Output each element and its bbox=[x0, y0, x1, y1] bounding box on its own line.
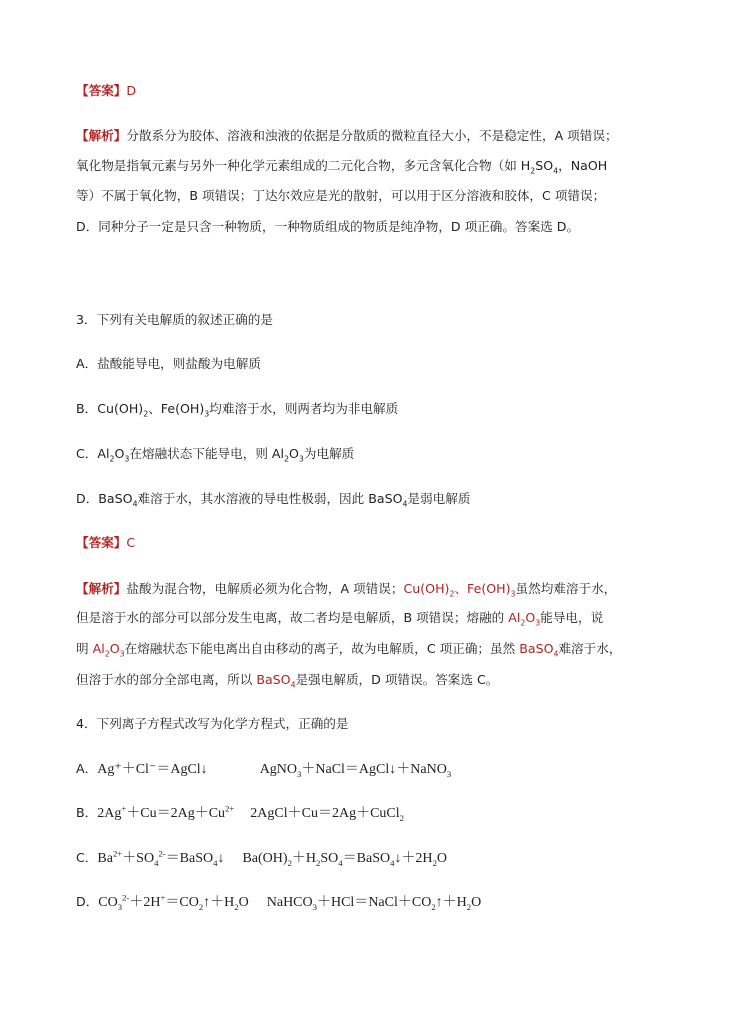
chemical-equation: AgNO$_3$＋NaCl＝AgCl↓＋NaNO$_3$ bbox=[259, 762, 452, 779]
analysis-1-line-1: 【解析】分散系分为胶体、溶液和浊液的依据是分散质的微粒直径大小，不是稳定性，A 项错误； bbox=[76, 128, 618, 143]
answer-tag: 【答案】 bbox=[76, 83, 127, 98]
analysis-3-line-4: 但溶于水的部分全部电离，所以 BaSO$_4$是强电解质，D 项错误。答案选 C。 bbox=[76, 672, 499, 690]
ionic-equation: Ag⁺＋Cl⁻＝AgCl↓ bbox=[97, 762, 208, 777]
ionic-equation: $Ba^{2+}+SO_4^{2-}=BaSO_4↓$ bbox=[97, 848, 225, 868]
chemical-equation: $NaHCO_3+HCl=NaCl+CO_2↑+H_2O$ bbox=[266, 895, 482, 912]
question-3-option-b: B．$Cu(OH)_2$、$Fe(OH)_3$均难溶于水，则两者均为非电解质 bbox=[76, 401, 399, 419]
chemical-equation: 2AgCl＋Cu＝2Ag＋CuCl$_2$ bbox=[250, 806, 404, 823]
question-3-option-a: A．盐酸能导电，则盐酸为电解质 bbox=[76, 356, 261, 371]
question-4-option-c: C．$Ba^{2+}+SO_4^{2-}=BaSO_4↓$ $Ba(OH)_2+H_2SO_4=BaSO_4↓+2H_2O$ bbox=[76, 848, 448, 868]
analysis-3-line-3: 明 $Al_2O_3$在熔融状态下能电离出自由移动的离子，故为电解质，C 项正确；虽然 BaSO$_4$难溶于水， bbox=[76, 641, 622, 659]
answer-line-3 bbox=[76, 534, 135, 552]
ionic-equation: $CO_3^{2-}+2H^+=CO_2↑+H_2O$ bbox=[98, 892, 249, 912]
analysis-3-line-2: 但是溶于水的部分可以部分发生电离，故二者均是电解质，B 项错误；熔融的 $Al_2O_3$能导电，说 bbox=[76, 610, 604, 628]
question-3-stem: 3．下列有关电解质的叙述正确的是 bbox=[76, 312, 273, 327]
analysis-1-line-2: 氧化物是指氧元素与另外一种化学元素组成的二元化合物，多元含氧化合物（如 $H_2SO_4$，NaOH bbox=[76, 158, 608, 176]
question-4-option-a: A．Ag⁺＋Cl⁻＝AgCl↓ AgNO$_3$＋NaCl＝AgCl↓＋NaNO$_3$ bbox=[76, 761, 452, 779]
question-4-option-b: B．$2Ag^++Cu=2Ag+Cu^{2+}$ 2AgCl＋Cu＝2Ag＋CuCl$_2$ bbox=[76, 803, 404, 823]
question-3-option-c: C．$Al_2O_3$在熔融状态下能导电，则 $Al_2O_3$为电解质 bbox=[76, 446, 355, 464]
chemical-equation: $Ba(OH)_2+H_2SO_4=BaSO_4↓+2H_2O$ bbox=[242, 851, 448, 868]
answer-value: D bbox=[126, 83, 137, 98]
question-3-option-d: D．BaSO$_4$难溶于水，其水溶液的导电性极弱，因此 BaSO$_4$是弱电解质 bbox=[76, 491, 471, 509]
answer-tag: 【答案】 bbox=[76, 535, 127, 550]
analysis-3-line-1: 【解析】盐酸为混合物，电解质必须为化合物，A 项错误；$Cu(OH)_2$、$Fe(OH)_3$虽然均难溶于水， bbox=[76, 581, 617, 599]
analysis-1-line-4: D．同种分子一定是只含一种物质，一种物质组成的物质是纯净物，D 项正确。答案选 D。 bbox=[76, 219, 580, 234]
analysis-tag: 【解析】 bbox=[76, 581, 127, 596]
analysis-tag: 【解析】 bbox=[76, 128, 127, 143]
answer-line-1 bbox=[76, 82, 136, 100]
answer-value: C bbox=[126, 535, 136, 550]
ionic-equation: $2Ag^++Cu=2Ag+Cu^{2+}$ bbox=[97, 803, 235, 821]
question-4-option-d: D．$CO_3^{2-}+2H^+=CO_2↑+H_2O$ $NaHCO_3+HCl=NaCl+CO_2↑+H_2O$ bbox=[76, 892, 482, 912]
analysis-1-line-3: 等）不属于氧化物，B 项错误；丁达尔效应是光的散射，可以用于区分溶液和胶体，C 项错误； bbox=[76, 188, 606, 203]
question-4-stem: 4．下列离子方程式改写为化学方程式，正确的是 bbox=[76, 716, 349, 731]
